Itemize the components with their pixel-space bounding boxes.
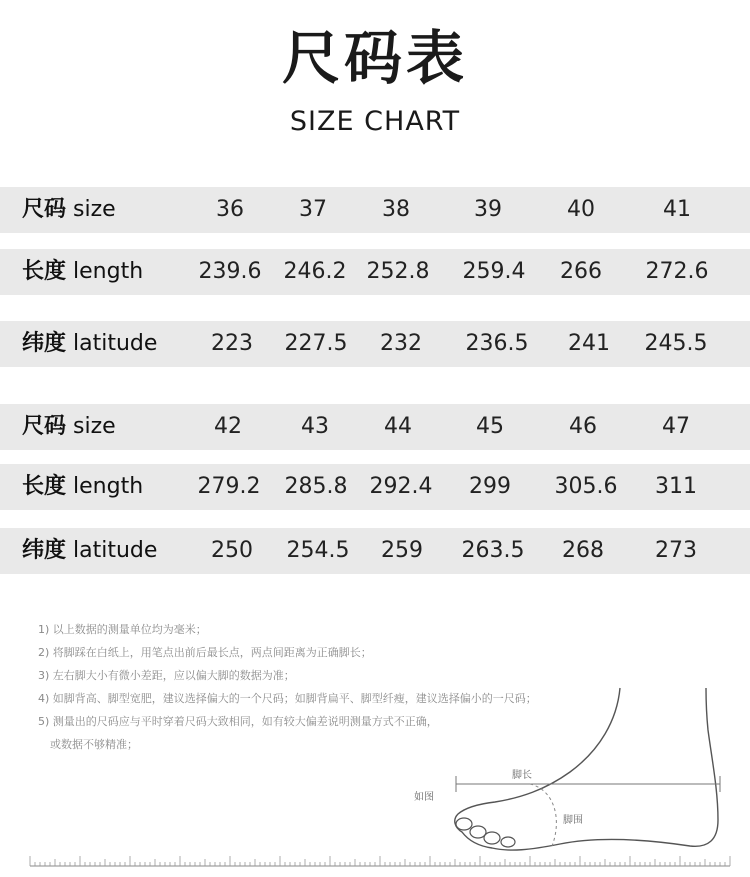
row-label-cn: 尺码: [22, 414, 67, 439]
label-foot-girth: 脚围: [563, 815, 583, 826]
label-as-shown: 如图: [414, 792, 434, 803]
table-cell: 44: [384, 414, 412, 439]
row-label-en: length: [73, 259, 144, 284]
ruler-ticks: [30, 856, 730, 866]
table-cell: 223: [211, 331, 253, 356]
row-label: [22, 321, 157, 367]
table-cell: 250: [211, 538, 253, 563]
table-cell: 272.6: [645, 259, 709, 284]
table-cell: 245.5: [644, 331, 708, 356]
table-cell: 38: [382, 197, 410, 222]
page-title: 尺码表: [281, 24, 468, 92]
table-cell: 46: [569, 414, 597, 439]
table-cell: 254.5: [286, 538, 350, 563]
table-cell: 42: [214, 414, 242, 439]
table-cell: 236.5: [465, 331, 529, 356]
table-cell: 37: [299, 197, 327, 222]
note-line: 3) 左右脚大小有微小差距，应以偏大脚的数据为准；: [38, 669, 295, 682]
table-cell: 39: [474, 197, 502, 222]
row-label-cn: 长度: [22, 474, 67, 499]
row-label: [22, 528, 157, 574]
table-cell: 259: [381, 538, 423, 563]
row-label-cn: 长度: [22, 259, 67, 284]
foot-outline: [455, 688, 718, 850]
table-cell: 263.5: [461, 538, 525, 563]
table-cell: 36: [216, 197, 244, 222]
table-row-length-1: [0, 249, 750, 295]
row-label-en: latitude: [73, 331, 158, 356]
row-label: [22, 249, 143, 295]
table-cell: 45: [476, 414, 504, 439]
row-label: [22, 404, 116, 450]
table-row-size-2: [0, 404, 750, 450]
table-cell: 305.6: [554, 474, 618, 499]
table-cell: 239.6: [198, 259, 262, 284]
table-row-latitude-2: [0, 528, 750, 574]
row-label: [22, 464, 143, 510]
note-line: 或数据不够精准；: [50, 738, 138, 751]
table-cell: 40: [567, 197, 595, 222]
table-cell: 246.2: [283, 259, 347, 284]
table-cell: 43: [301, 414, 329, 439]
table-cell: 47: [662, 414, 690, 439]
table-cell: 292.4: [369, 474, 433, 499]
table-cell: 241: [568, 331, 610, 356]
table-row-size-1: [0, 187, 750, 233]
row-label-en: length: [73, 474, 144, 499]
table-cell: 285.8: [284, 474, 348, 499]
note-line: 1) 以上数据的测量单位均为毫米；: [38, 623, 207, 636]
table-cell: 259.4: [462, 259, 526, 284]
table-cell: 311: [655, 474, 697, 499]
table-cell: 268: [562, 538, 604, 563]
table-cell: 232: [380, 331, 422, 356]
row-label-cn: 尺码: [22, 197, 67, 222]
table-cell: 227.5: [284, 331, 348, 356]
table-row-length-2: [0, 464, 750, 510]
row-label-en: latitude: [73, 538, 158, 563]
row-label-cn: 纬度: [22, 538, 67, 563]
note-line: 5) 测量出的尺码应与平时穿着尺码大致相同，如有较大偏差说明测量方式不正确，: [38, 715, 438, 728]
table-cell: 299: [469, 474, 511, 499]
table-cell: 279.2: [197, 474, 261, 499]
page-subtitle: SIZE CHART: [289, 106, 461, 137]
label-foot-length: 脚长: [512, 770, 532, 781]
note-line: 2) 将脚踩在白纸上，用笔点出前后最长点，两点间距离为正确脚长；: [38, 646, 372, 659]
note-line: 4) 如脚背高、脚型宽肥，建议选择偏大的一个尺码；如脚背扁平、脚型纤瘦，建议选择偏小的一尺码；: [38, 692, 537, 705]
table-cell: 266: [560, 259, 602, 284]
row-label: [22, 187, 116, 233]
table-cell: 273: [655, 538, 697, 563]
table-cell: 252.8: [366, 259, 430, 284]
row-label-en: size: [73, 197, 116, 222]
table-row-latitude-1: [0, 321, 750, 367]
row-label-en: size: [73, 414, 116, 439]
foot-measurement-diagram: [0, 680, 750, 877]
row-label-cn: 纬度: [22, 331, 67, 356]
table-cell: 41: [663, 197, 691, 222]
